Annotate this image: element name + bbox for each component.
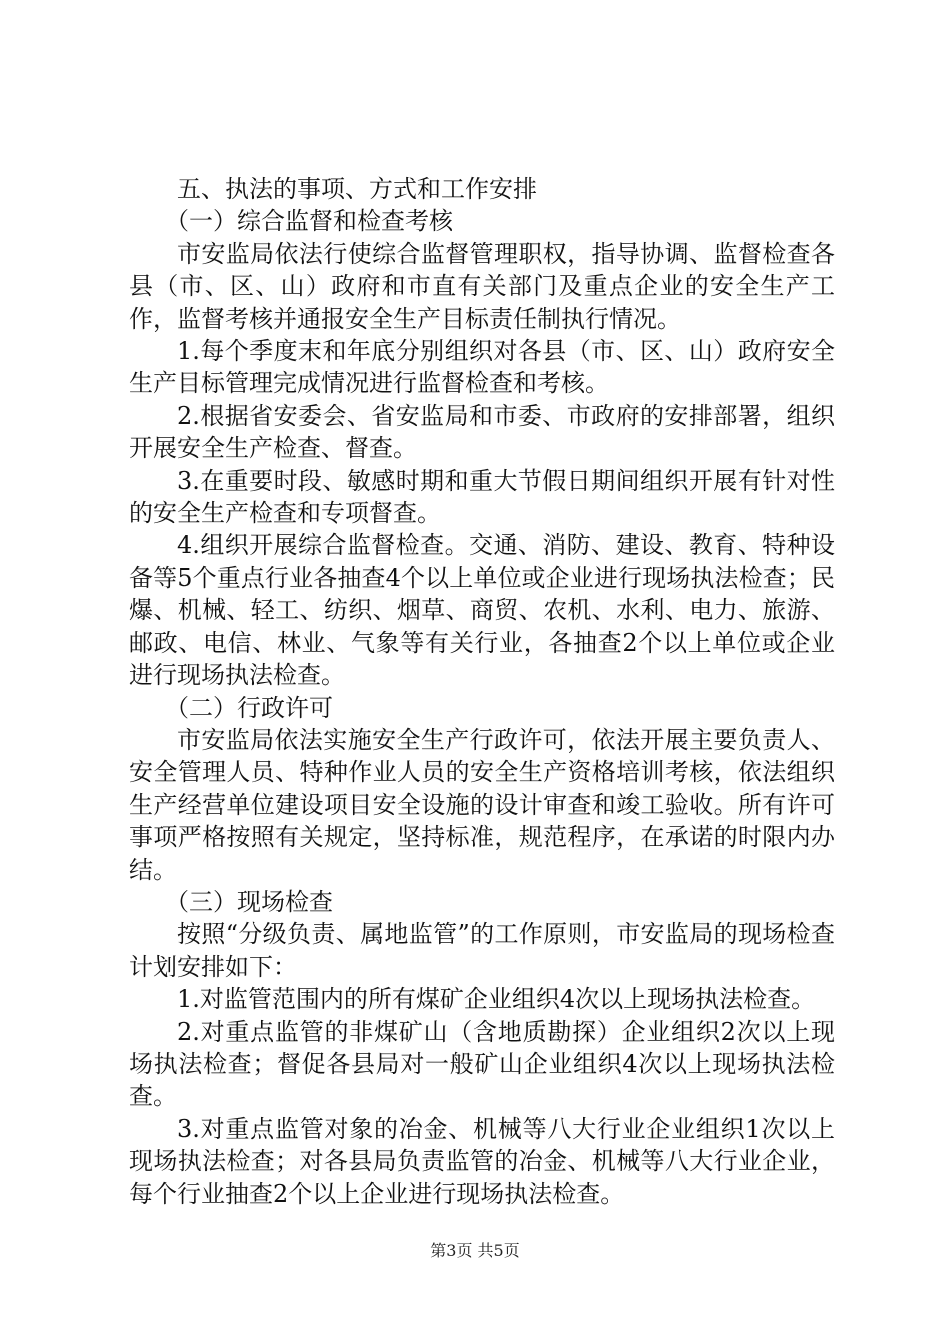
list-item: 4.组织开展综合监督检查。交通、消防、建设、教育、特种设备等5个重点行业各抽查4个以上单位或企业进行现场执法检查；民爆、机械、轻工、纺织、烟草、商贸、农机、水利、电力、旅游、邮政、电信、林业、气象等有关行业，各抽查2个以上单位或企业进行现场执法检查。 <box>129 531 835 690</box>
subsection-heading: （二）行政许可 <box>165 693 333 722</box>
list-item: 1.每个季度末和年底分别组织对各县（市、区、山）政府安全生产目标管理完成情况进行监督检查和考核。 <box>129 337 835 398</box>
page-number: 第3页 共5页 <box>430 1241 520 1260</box>
list-item: 1.对监管范围内的所有煤矿企业组织4次以上现场执法检查。 <box>177 985 816 1014</box>
body-paragraph: 市安监局依法行使综合监督管理职权，指导协调、监督检查各县（市、区、山）政府和市直有关部门及重点企业的安全生产工作，监督考核并通报安全生产目标责任制执行情况。 <box>129 239 835 333</box>
body-paragraph: 市安监局依法实施安全生产行政许可，依法开展主要负责人、安全管理人员、特种作业人员的安全生产资格培训考核，依法组织生产经营单位建设项目安全设施的设计审查和竣工验收。所有许可事项严格按照有关规定，坚持标准，规范程序，在承诺的时限内办结。 <box>129 725 835 884</box>
body-paragraph: 按照“分级负责、属地监管”的工作原则，市安监局的现场检查计划安排如下： <box>129 920 835 981</box>
document-body <box>129 173 835 1210</box>
page-footer <box>0 1241 950 1261</box>
subsection-heading: （三）现场检查 <box>165 887 333 916</box>
list-item: 2.对重点监管的非煤矿山（含地质勘探）企业组织2次以上现场执法检查；督促各县局对一般矿山企业组织4次以上现场执法检查。 <box>129 1017 835 1111</box>
list-item: 3.在重要时段、敏感时期和重大节假日期间组织开展有针对性的安全生产检查和专项督查。 <box>129 466 835 528</box>
list-item: 3.对重点监管对象的冶金、机械等八大行业企业组织1次以上现场执法检查；对各县局负责监管的冶金、机械等八大行业企业，每个行业抽查2个以上企业进行现场执法检查。 <box>129 1114 835 1208</box>
section-heading: 五、执法的事项、方式和工作安排 <box>177 175 537 203</box>
list-item: 2.根据省安委会、省安监局和市委、市政府的安排部署，组织开展安全生产检查、督查。 <box>129 401 835 463</box>
subsection-heading: （一）综合监督和检查考核 <box>165 207 453 236</box>
